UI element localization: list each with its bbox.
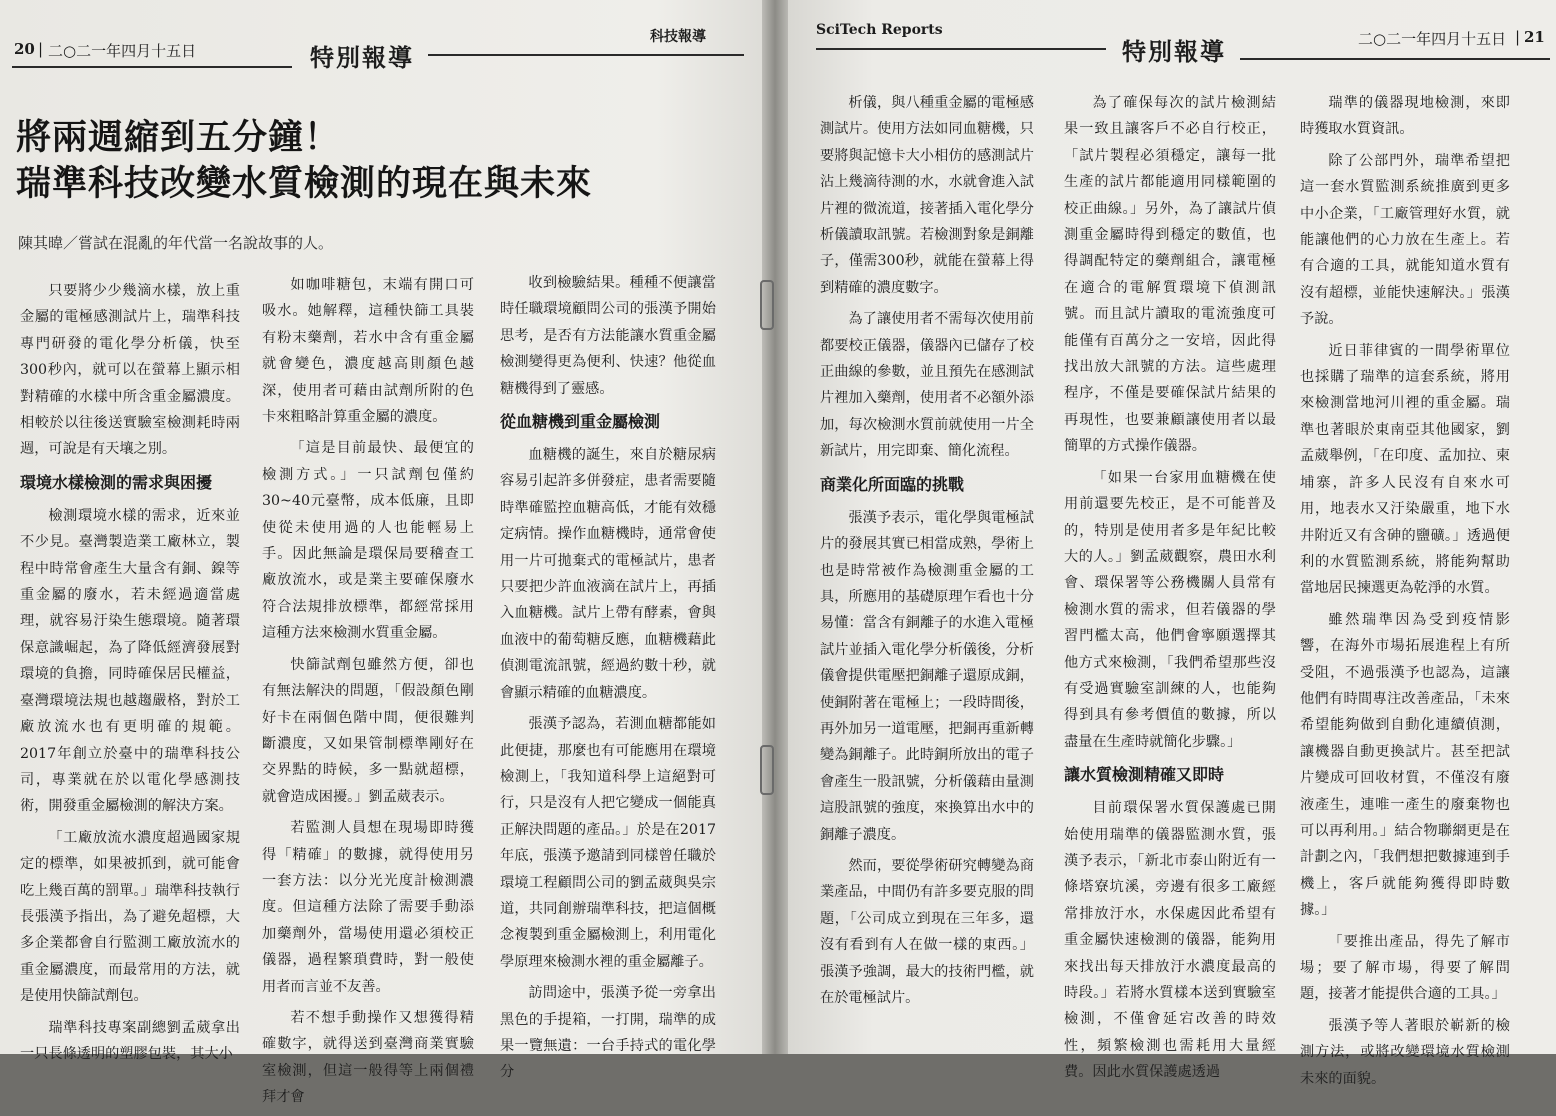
column-tag: SciTech Reports — [816, 22, 943, 38]
paragraph: 張漢予認為，若測血糖都能如此便捷，那麼也有可能應用在環境檢測上，「我知道科學上這絕對可行，只是沒有人把它變成一個能真正解決問題的產品。」於是在2017年底，張漢予邀請到同樣曾任職於環境工程顧問公司的劉孟葳與吳宗道，共同創辦瑞準科技，把這個概念複製到重金屬檢測上，利用電化學原理來檢測水裡的重金屬離子。 — [500, 716, 716, 970]
paragraph: 「要推出產品，得先了解市場；要了解市場，得要了解問題，接著才能提供合適的工具。」 — [1300, 933, 1510, 1003]
section-heading: 商業化所面臨的挑戰 — [820, 474, 965, 494]
paragraph: 血糖機的誕生，來自於糖尿病容易引起許多併發症，患者需要隨時準確監控血糖高低，才能有效穩定病情。操作血糖機時，通常會使用一片可拋棄式的電極試片，患者只要把少許血液滴在試片上，再插入血糖機。試片上帶有酵素，會與血液中的葡萄糖反應，血糖機藉此偵測電流訊號，經過約數十秒，就會顯示精確的血糖濃度。 — [500, 447, 716, 701]
byline: 陳其暐／嘗試在混亂的年代當一名說故事的人。 — [18, 234, 334, 252]
paragraph: 「工廠放流水濃度超過國家規定的標準，如果被抓到，就可能會吃上幾百萬的罰單。」瑞準科技執行長張漢予指出，為了避免超標，大多企業都會自行監測工廠放流水的重金屬濃度，而最常用的方法，就是使用快篩試劑包。 — [20, 829, 240, 1005]
article-title-line1: 將兩週縮到五分鐘！ — [16, 118, 341, 158]
section-title: 特別報導 — [1122, 37, 1226, 66]
paragraph: 張漢予等人著眼於嶄新的檢測方法，或將改變環境水質檢測未來的面貌。 — [1300, 1017, 1510, 1087]
section-title: 特別報導 — [310, 43, 414, 72]
right-column-1 — [820, 90, 1034, 1016]
header-separator: | — [1515, 28, 1521, 46]
paragraph: 為了確保每次的試片檢測結果一致且讓客戶不必自行校正，「試片製程必須穩定，讓每一批生產的試片都能適用同樣範圍的校正曲線。」另外，為了讓試片偵測重金屬時得到穩定的數值，也得調配特定的藥劑組合，讓電極在適合的電解質環境下偵測訊號。而且試片讀取的電流強度可能僅有百萬分之一安培，因此得找出放大訊號的方法。這些處理程序，不僅是要確保試片結果的再現性，也要兼顧讓使用者以最簡單的方式操作儀器。 — [1064, 95, 1276, 455]
right-column-2 — [1064, 90, 1276, 1091]
paragraph: 除了公部門外，瑞準希望把這一套水質監測系統推廣到更多中小企業，「工廠管理好水質，就能讓他們的心力放在生產上。若有合適的工具，就能知道水質有沒有超標，並能快速解決。」張漢予說。 — [1300, 152, 1510, 328]
staple-top — [760, 280, 774, 330]
paragraph: 快篩試劑包雖然方便，卻也有無法解決的問題，「假設顏色剛好卡在兩個色階中間，便很難判斷濃度，又如果管制標準剛好在交界點的時候，多一點就超標，就會造成困擾。」劉孟葳表示。 — [262, 656, 474, 805]
section-heading: 環境水樣檢測的需求與困擾 — [20, 472, 213, 492]
left-page — [0, 0, 772, 1106]
paragraph: 張漢予表示，電化學與電極試片的發展其實已相當成熟，學術上也是時常被作為檢測重金屬的工具，所應用的基礎原理乍看也十分易懂：當含有銅離子的水進入電極試片並插入電化學分析儀後，分析儀會提供電壓把銅離子還原成銅，使銅附著在電極上；一段時間後，再外加另一道電壓，把銅再重新轉變為銅離子。此時銅所放出的電子會產生一股訊號，分析儀藉由量測這股訊號的強度，來換算出水中的銅離子濃度。 — [820, 509, 1034, 843]
paragraph: 然而，要從學術研究轉變為商業產品，中間仍有許多要克服的問題，「公司成立到現在三年多，還沒有看到有人在做一樣的東西。」張漢予強調，最大的技術門檻，就在於電極試片。 — [820, 857, 1034, 1006]
paragraph: 檢測環境水樣的需求，近來並不少見。臺灣製造業工廠林立，製程中時常會產生大量含有銅、鎳等重金屬的廢水，若未經過適當處理，就容易汙染生態環境。隨著環保意識崛起，為了降低經濟發展對環境的負擔，同時確保居民權益，臺灣環境法規也越趨嚴格，對於工廠放流水也有更明確的規範。2017年創立於臺中的瑞準科技公司，專業就在於以電化學感測技術，開發重金屬檢測的解決方案。 — [20, 507, 240, 815]
paragraph: 如咖啡糖包，末端有開口可吸水。她解釋，這種快篩工具裝有粉末藥劑，若水中含有重金屬就會變色，濃度越高則顏色越深，使用者可藉由試劑所附的色卡來粗略計算重金屬的濃度。 — [262, 277, 474, 426]
left-column-3 — [500, 270, 716, 1091]
section-heading: 讓水質檢測精確又即時 — [1064, 765, 1225, 785]
binding-gutter — [762, 0, 788, 1054]
paragraph: 瑞準的儀器現地檢測，來即時獲取水質資訊。 — [1300, 95, 1510, 138]
paragraph: 若不想手動操作又想獲得精確數字，就得送到臺灣商業實驗室檢測，但這一般得等上兩個禮拜才會 — [262, 1009, 474, 1106]
paragraph: 瑞準科技專案副總劉孟葳拿出一只長條透明的塑膠包裝，其大小 — [20, 1019, 240, 1062]
column-tag: 科技報導 — [650, 29, 706, 45]
header-rule-left — [12, 66, 292, 68]
paragraph: 近日菲律賓的一間學術單位也採購了瑞準的這套系統，將用來檢測當地河川裡的重金屬。瑞準也著眼於東南亞其他國家，劉孟葳舉例，「在印度、孟加拉、柬埔寨，許多人民沒有自來水可用，地表水又汙染嚴重，地下水井附近又有含砷的鹽礦。」透過便利的水質監測系統，將能夠幫助當地居民揀選更為乾淨的水質。 — [1300, 342, 1510, 597]
paragraph: 為了讓使用者不需每次使用前都要校正儀器，儀器內已儲存了校正曲線的參數，並且預先在感測試片裡加入藥劑，使用者不必額外添加，每次檢測水質前就使用一片全新試片，用完即棄、簡化流程。 — [820, 311, 1034, 460]
header-rule-left — [816, 48, 1106, 50]
paragraph: 目前環保署水質保護處已開始使用瑞準的儀器監測水質，張漢予表示，「新北市泰山附近有一條塔寮坑溪，旁邊有很多工廠經常排放汙水，水保處因此希望有重金屬快速檢測的儀器，能夠用來找出每天排放汙水濃度最高的時段。」若將水質樣本送到實驗室檢測，不僅會延宕改善的時效性，頻繁檢測也需耗用大量經費。因此水質保護處透過 — [1064, 800, 1276, 1081]
issue-date: 二○二一年四月十五日 — [1358, 30, 1507, 48]
page-number: 20 — [14, 40, 35, 58]
article-title-line2: 瑞準科技改變水質檢測的現在與未來 — [16, 164, 593, 204]
header-rule-right — [428, 54, 744, 56]
page-number: 21 — [1524, 28, 1545, 46]
paragraph: 析儀，與八種重金屬的電極感測試片。使用方法如同血糖機，只要將與記憶卡大小相仿的感測試片沾上幾滴待測的水，水就會進入試片裡的微流道，接著插入電化學分析儀讀取訊號。若檢測對象是銅離子，僅需300秒，就能在螢幕上得到精確的濃度數字。 — [820, 95, 1034, 296]
paragraph: 收到檢驗結果。種種不便讓當時任職環境顧問公司的張漢予開始思考，是否有方法能讓水質重金屬檢測變得更為便利、快速？他從血糖機得到了靈感。 — [500, 275, 716, 397]
paragraph: 雖然瑞準因為受到疫情影響，在海外市場拓展進程上有所受阻，不過張漢予也認為，這讓他們有時間專注改善產品，「未來希望能夠做到自動化連續偵測，讓機器自動更換試片。甚至把試片變成可回收材質，不僅沒有廢液產生，連唯一產生的廢棄物也可以再利用。」結合物聯網更是在計劃之內，「我們想把數據連到手機上，客戶就能夠獲得即時數據。」 — [1300, 611, 1510, 919]
paragraph: 「如果一台家用血糖機在使用前還要先校正，是不可能普及的，特別是使用者多是年紀比較大的人。」劉孟葳觀察，農田水利會、環保署等公務機關人員常有檢測水質的需求，但若儀器的學習門檻太高，他們會寧願選擇其他方式來檢測，「我們希望那些沒有受過實驗室訓練的人，也能夠得到具有參考價值的數據，所以盡量在生產時就簡化步驟。」 — [1064, 469, 1276, 750]
paragraph: 訪問途中，張漢予從一旁拿出黑色的手提箱，一打開，瑞準的成果一覽無遺：一台手持式的電化學分 — [500, 985, 716, 1081]
issue-date: 二○二一年四月十五日 — [48, 42, 197, 60]
right-page — [780, 0, 1556, 1087]
header-rule-right — [1240, 58, 1550, 60]
left-column-1 — [20, 278, 240, 1072]
section-heading: 從血糖機到重金屬檢測 — [500, 412, 661, 432]
staple-bottom — [760, 745, 774, 795]
left-column-2 — [262, 272, 474, 1116]
paragraph: 「這是目前最快、最便宜的檢測方式。」一只試劑包僅約30~40元臺幣，成本低廉，且即使從未使用過的人也能輕易上手。因此無論是環保局要稽查工廠放流水，或是業主要確保廢水符合法規排放標準，都經常採用這種方法來檢測水質重金屬。 — [262, 440, 474, 642]
header-separator: | — [38, 40, 44, 58]
paragraph: 只要將少少幾滴水樣，放上重金屬的電極感測試片上，瑞準科技專門研發的電化學分析儀，快至300秒內，就可以在螢幕上顯示相對精確的水樣中所含重金屬濃度。相較於以往後送實驗室檢測耗時兩週，可說是有天壤之別。 — [20, 283, 240, 458]
paragraph: 若監測人員想在現場即時獲得「精確」的數據，就得使用另一套方法：以分光光度計檢測濃度。但這種方法除了需要手動添加藥劑外，當場使用還必須校正儀器，過程繁瑣費時，對一般使用者而言並不友善。 — [262, 820, 474, 995]
right-column-3 — [1300, 90, 1510, 1097]
